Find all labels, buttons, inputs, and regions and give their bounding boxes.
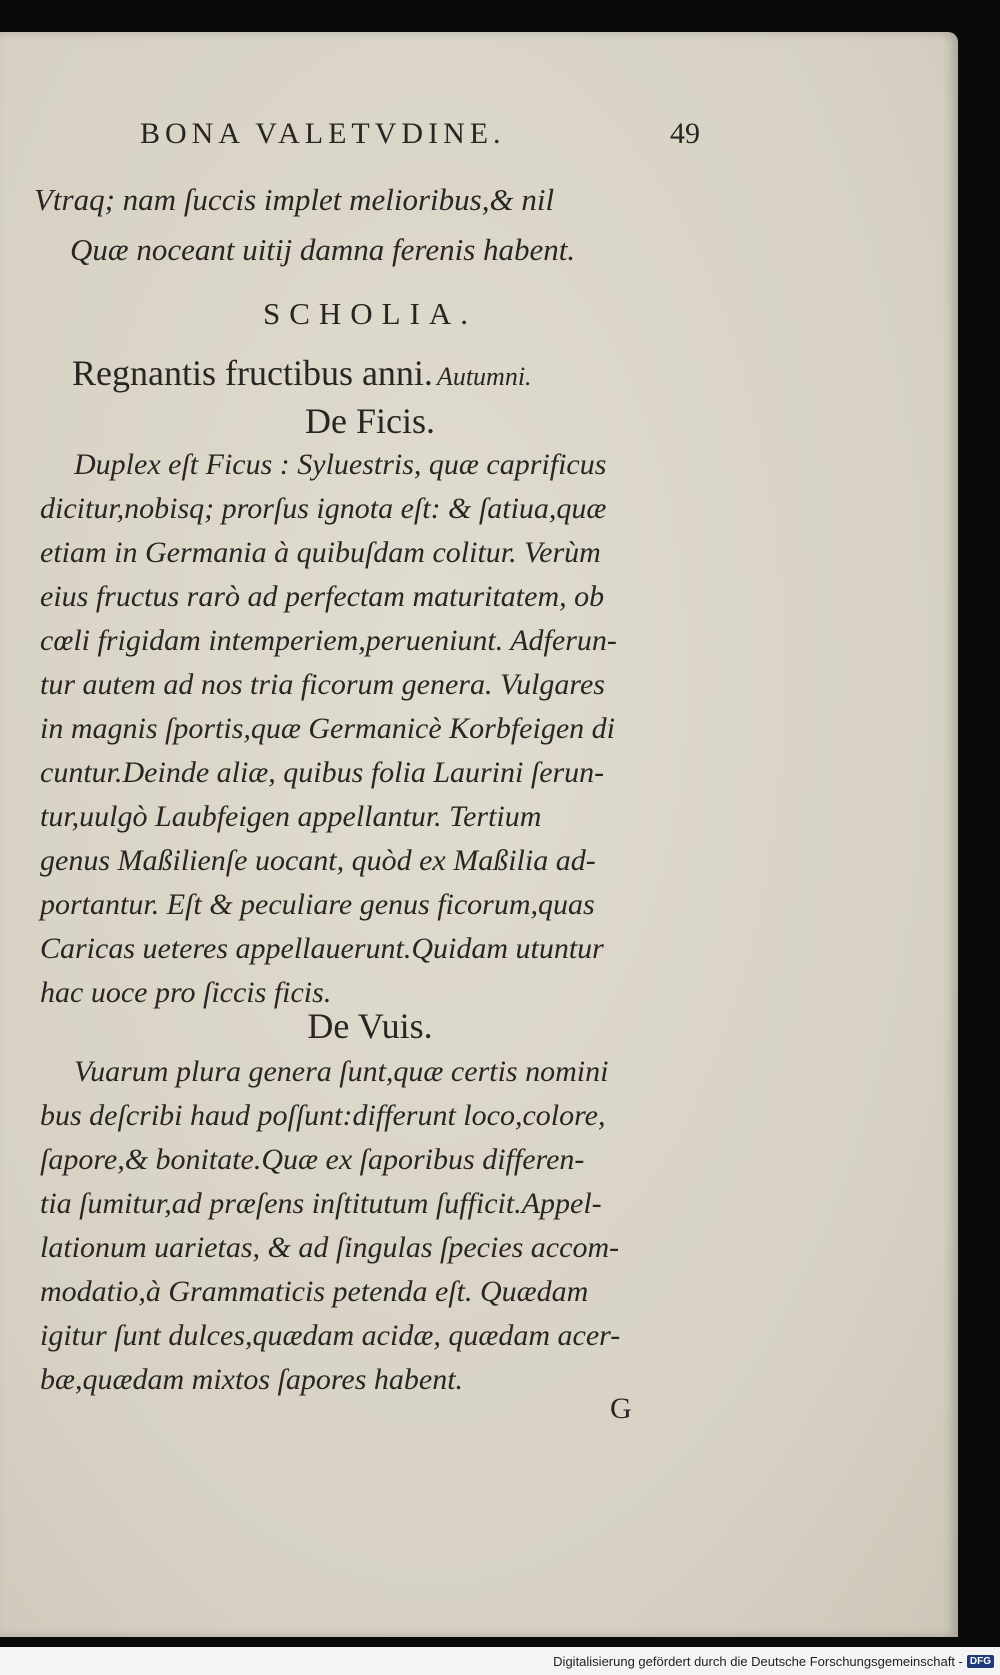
- digitization-footer: [0, 1647, 1000, 1675]
- paragraph-line: eius fructus rarò ad perfectam maturitatem, ob: [40, 580, 605, 613]
- paragraph-line: modatio,à Grammaticis petenda eſt. Quædam: [40, 1275, 589, 1308]
- paragraph-line: dicitur,nobisq; prorſus ignota eſt: & ſatiua,quæ: [40, 492, 607, 525]
- paragraph-line: in magnis ſportis,quæ Germanicè Korbfeigen di: [40, 712, 615, 745]
- running-head: [140, 117, 700, 163]
- paragraph-ficis: [40, 443, 720, 1015]
- footer-text: Digitalisierung gefördert durch die Deutsche Forschungsgemeinschaft -: [553, 1653, 963, 1669]
- paragraph-line: Vuarum plura genera ſunt,quæ certis nomini: [74, 1055, 609, 1088]
- paragraph-line: tur autem ad nos tria ficorum genera. Vulgares: [40, 668, 605, 701]
- signature-mark: G: [610, 1392, 632, 1425]
- paragraph-vuis: [40, 1050, 720, 1402]
- section-heading-ficis: De Ficis.: [305, 401, 435, 441]
- lemma-text: Regnantis fructibus anni.: [72, 353, 433, 393]
- lemma: [72, 352, 712, 394]
- paragraph-line: portantur. Eſt & peculiare genus ficorum,quas: [40, 888, 595, 921]
- verse-block: [34, 175, 724, 275]
- lemma-note: Autumni.: [436, 362, 532, 391]
- dfg-logo-icon: DFG: [967, 1655, 994, 1668]
- section-heading-vuis: De Vuis.: [307, 1006, 433, 1046]
- paragraph-line: etiam in Germania à quibuſdam colitur. Verùm: [40, 536, 601, 569]
- paragraph-line: igitur ſunt dulces,quædam acidæ, quædam acer-: [40, 1319, 621, 1352]
- paragraph-line: bus deſcribi haud poſſunt:differunt loco,colore,: [40, 1099, 606, 1132]
- verse-line: Vtraq; nam ſuccis implet melioribus,& nil: [34, 182, 555, 217]
- running-title: BONA VALETVDINE.: [140, 117, 506, 150]
- paragraph-line: ſapore,& bonitate.Quæ ex ſaporibus differen-: [40, 1143, 585, 1176]
- paragraph-line: cœli frigidam intemperiem,perueniunt. Adferun-: [40, 624, 617, 657]
- paragraph-line: bæ,quædam mixtos ſapores habent.: [40, 1363, 464, 1396]
- paragraph-line: tur,uulgò Laubfeigen appellantur. Tertium: [40, 800, 542, 833]
- paragraph-line: tia ſumitur,ad præſens inſtitutum ſufficit.Appel-: [40, 1187, 602, 1220]
- paragraph-line: Caricas ueteres appellauerunt.Quidam utuntur: [40, 932, 604, 965]
- verse-line: Quæ noceant uitij damna ferenis habent.: [70, 232, 576, 267]
- paragraph-line: Duplex eſt Ficus : Syluestris, quæ caprificus: [74, 448, 607, 481]
- paragraph-line: cuntur.Deinde aliæ, quibus folia Laurini ſerun-: [40, 756, 605, 789]
- paragraph-line: hac uoce pro ſiccis ficis.: [40, 976, 332, 1009]
- paragraph-line: lationum uarietas, & ad ſingulas ſpecies accom-: [40, 1231, 620, 1264]
- paragraph-line: genus Maßilienſe uocant, quòd ex Maßilia ad-: [40, 844, 596, 877]
- scholia-heading: SCHOLIA.: [262, 296, 478, 331]
- page-number: 49: [670, 117, 700, 150]
